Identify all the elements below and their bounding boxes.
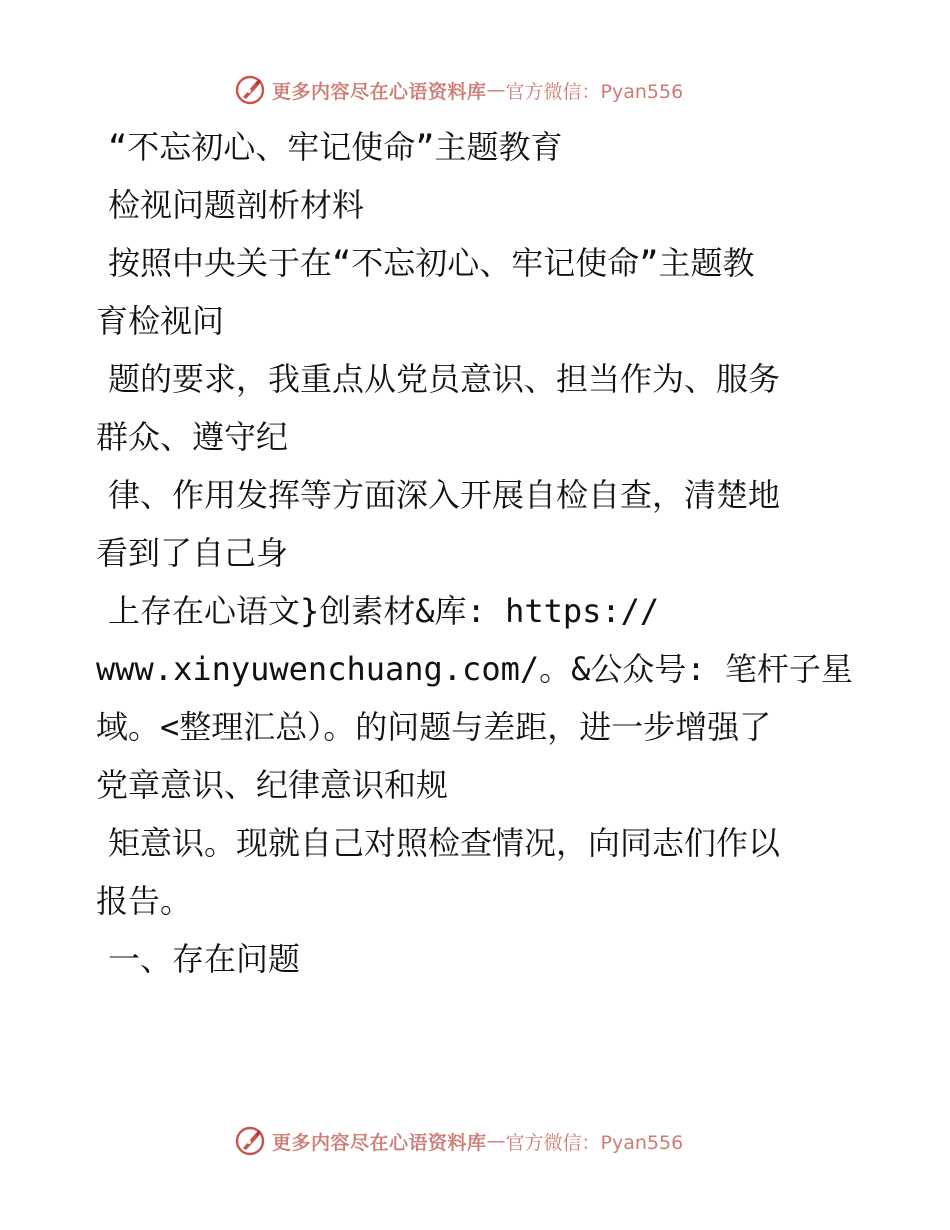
header-watermark: [234, 73, 683, 107]
watermark-wechat: 官方微信：Pyan556: [505, 80, 684, 103]
section-heading: 一、存在问题: [108, 940, 301, 978]
document-body: [96, 118, 853, 988]
doc-line: 矩意识。现就自己对照检查情况，向同志们作以: [108, 824, 781, 862]
pen-circle-logo-icon: [234, 74, 266, 106]
doc-line: 育检视问: [96, 302, 225, 340]
doc-title: “不忘初心、牢记使命”主题教育: [108, 128, 563, 166]
pen-circle-logo-icon: [234, 1125, 266, 1157]
footer-watermark: [234, 1124, 683, 1158]
doc-line: 看到了自己身: [96, 534, 289, 572]
doc-line: 域。<整理汇总）。的问题与差距，进一步增强了: [96, 708, 772, 746]
watermark-dash: —: [486, 79, 506, 101]
watermark-text: 更多内容尽在心语资料库: [272, 1131, 487, 1154]
watermark-dash: —: [486, 1130, 506, 1152]
watermark-wechat: 官方微信：Pyan556: [505, 1131, 684, 1154]
watermark-text: 更多内容尽在心语资料库: [272, 80, 487, 103]
doc-line: 按照中央关于在“不忘初心、牢记使命”主题教: [108, 244, 755, 282]
doc-line: 群众、遵守纪: [96, 418, 289, 456]
doc-subtitle: 检视问题剖析材料: [108, 186, 365, 224]
doc-line: 律、作用发挥等方面深入开展自检自查，清楚地: [108, 476, 781, 514]
doc-line: 题的要求，我重点从党员意识、担当作为、服务: [108, 360, 781, 398]
doc-line: 报告。: [96, 882, 193, 920]
doc-line: www.xinyuwenchuang.com/。&公众号: 笔杆子星: [96, 650, 853, 688]
doc-line: 党章意识、纪律意识和规: [96, 766, 449, 804]
doc-line: 上存在心语文}创素材&库: https://: [108, 592, 660, 630]
